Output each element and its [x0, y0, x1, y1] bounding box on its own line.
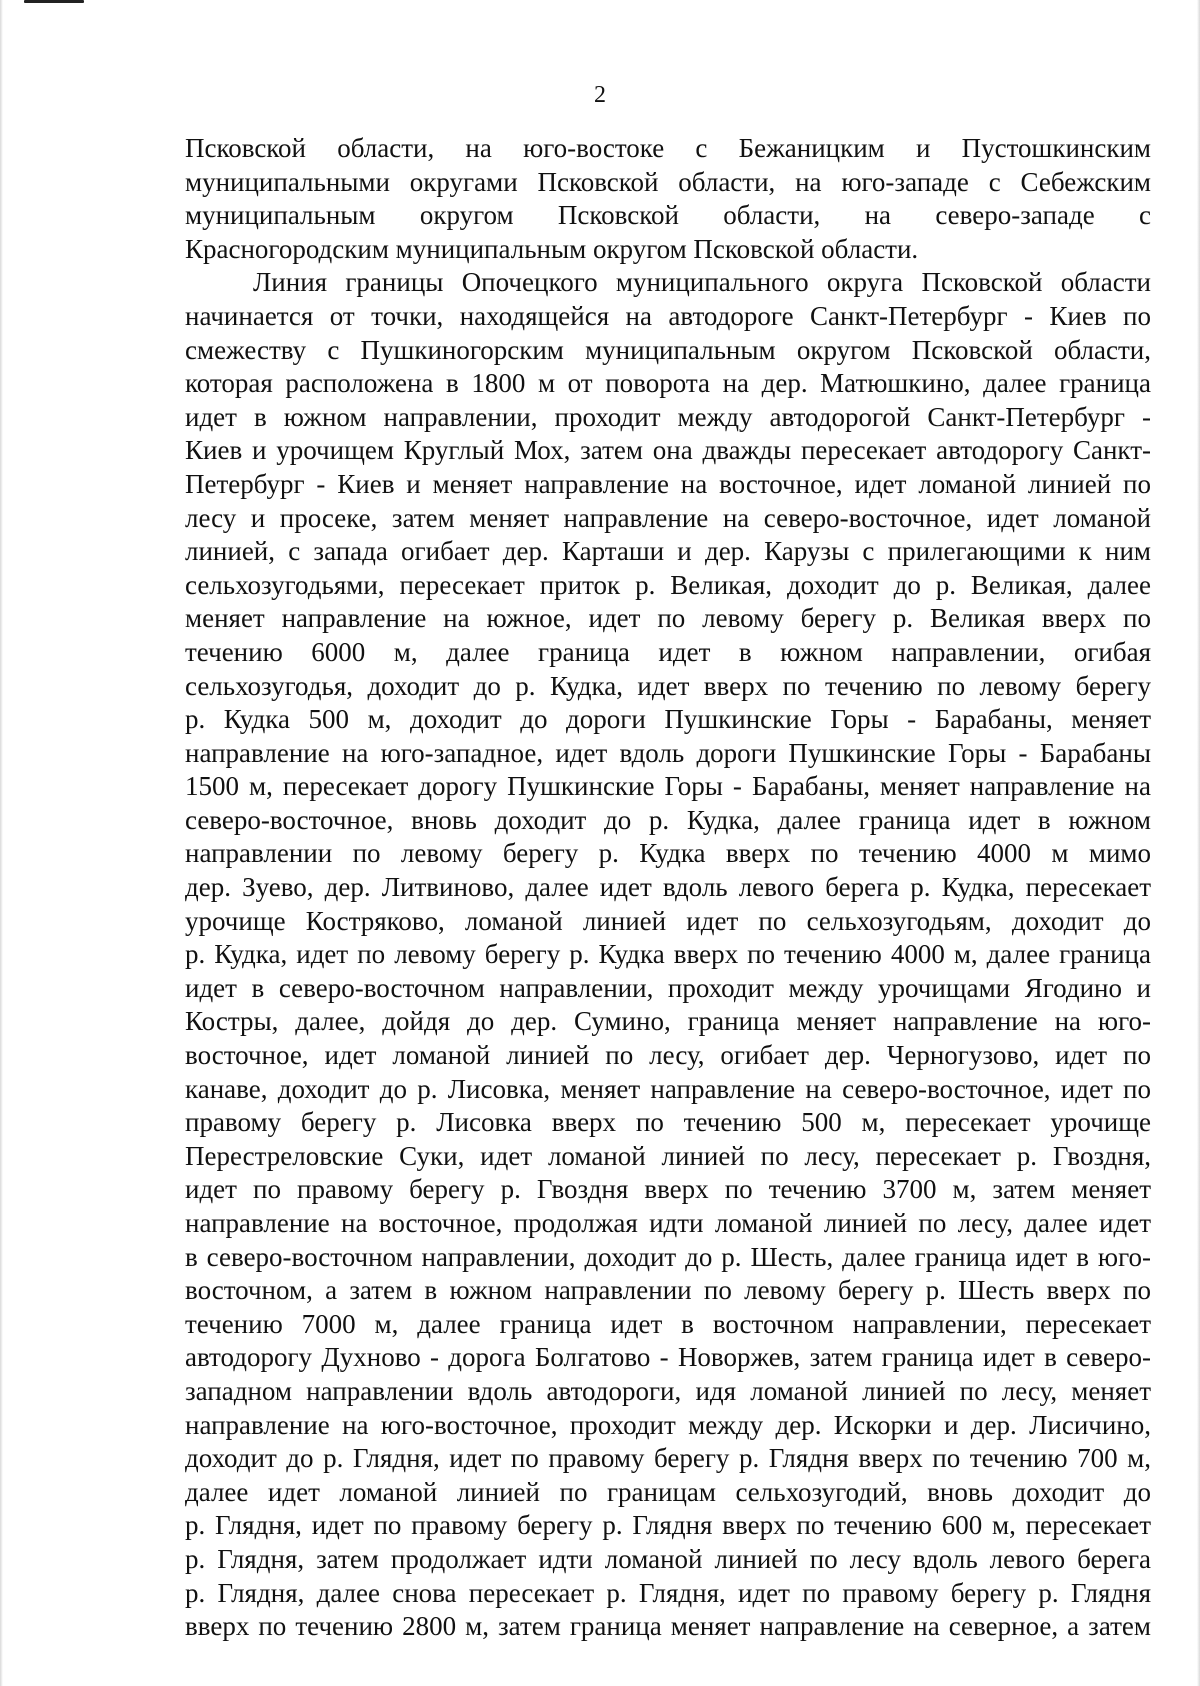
- text-line: Перестреловские Суки, идет ломаной линией по лесу, пересекает р. Гвоздня,: [185, 1140, 1151, 1171]
- text-line: дер. Зуево, дер. Литвиново, далее идет вдоль левого берега р. Кудка, пересекает: [185, 872, 1151, 903]
- text-line: канаве, доходит до р. Лисовка, меняет направление на северо-восточное, идет по: [185, 1073, 1151, 1104]
- paragraph: [185, 266, 1151, 1643]
- text-line: муниципальным округом Псковской области, на северо-западе с: [185, 200, 1151, 231]
- text-line: линией, с запада огибает дер. Карташи и дер. Карузы с прилегающими к ним: [185, 536, 1151, 567]
- text-line: правому берегу р. Лисовка вверх по течению 500 м, пересекает урочище: [185, 1107, 1151, 1138]
- text-line: которая расположена в 1800 м от поворота на дер. Матюшкино, далее граница: [185, 368, 1151, 399]
- text-line: р. Глядня, идет по правому берегу р. Глядня вверх по течению 600 м, пересекает: [185, 1510, 1151, 1541]
- text-line: направление на юго-восточное, проходит между дер. Искорки и дер. Лисичино,: [185, 1409, 1151, 1440]
- scan-artifact-mark: [24, 0, 84, 3]
- text-line: р. Кудка 500 м, доходит до дороги Пушкинские Горы - Барабаны, меняет: [185, 704, 1151, 735]
- text-line: меняет направление на южное, идет по левому берегу р. Великая вверх по: [185, 603, 1151, 634]
- text-line: 1500 м, пересекает дорогу Пушкинские Горы - Барабаны, меняет направление на: [185, 771, 1151, 802]
- text-line: идет в северо-восточном направлении, проходит между урочищами Ягодино и: [185, 972, 1151, 1003]
- text-line: в северо-восточном направлении, доходит до р. Шесть, далее граница идет в юго-: [185, 1241, 1151, 1272]
- text-line: р. Кудка, идет по левому берегу р. Кудка вверх по течению 4000 м, далее граница: [185, 939, 1151, 970]
- text-line: направлении по левому берегу р. Кудка вверх по течению 4000 м мимо: [185, 838, 1151, 869]
- text-line: северо-восточное, вновь доходит до р. Кудка, далее граница идет в южном: [185, 804, 1151, 835]
- body-text: [185, 132, 1151, 1644]
- text-line: далее идет ломаной линией по границам сельхозугодий, вновь доходит до: [185, 1476, 1151, 1507]
- text-line: сельхозугодьями, пересекает приток р. Великая, доходит до р. Великая, далее: [185, 569, 1151, 600]
- text-line: муниципальными округами Псковской области, на юго-западе с Себежским: [185, 166, 1151, 197]
- text-line: Псковской области, на юго-востоке с Бежаницким и Пустошкинским: [185, 133, 1151, 163]
- text-line: течению 6000 м, далее граница идет в южном направлении, огибая: [185, 636, 1151, 667]
- text-line: р. Глядня, затем продолжает идти ломаной линией по лесу вдоль левого берега: [185, 1543, 1151, 1574]
- text-line: восточном, а затем в южном направлении по левому берегу р. Шесть вверх по: [185, 1275, 1151, 1306]
- text-line: автодорогу Духново - дорога Болгатово - Новоржев, затем граница идет в северо-: [185, 1342, 1151, 1373]
- text-line: урочище Костряково, ломаной линией идет по сельхозугодьям, доходит до: [185, 905, 1151, 936]
- text-line: начинается от точки, находящейся на автодороге Санкт-Петербург - Киев по: [185, 300, 1151, 331]
- text-line: направление на восточное, продолжая идти ломаной линией по лесу, далее идет: [185, 1208, 1151, 1238]
- text-line: Костры, далее, дойдя до дер. Сумино, граница меняет направление на юго-: [185, 1006, 1151, 1037]
- text-line: доходит до р. Глядня, идет по правому берегу р. Глядня вверх по течению 700 м,: [185, 1443, 1151, 1474]
- text-line: сельхозугодья, доходит до р. Кудка, идет вверх по течению по левому берегу: [185, 670, 1151, 701]
- text-line: течению 7000 м, далее граница идет в восточном направлении, пересекает: [185, 1308, 1151, 1339]
- text-line: идет по правому берегу р. Гвоздня вверх по течению 3700 м, затем меняет: [185, 1174, 1151, 1205]
- text-line: р. Глядня, далее снова пересекает р. Глядня, идет по правому берегу р. Глядня: [185, 1577, 1151, 1608]
- text-line: направление на юго-западное, идет вдоль дороги Пушкинские Горы - Барабаны: [185, 737, 1151, 768]
- text-line: восточное, идет ломаной линией по лесу, огибает дер. Черногузово, идет по: [185, 1040, 1151, 1071]
- text-line: Киев и урочищем Круглый Мох, затем она дважды пересекает автодорогу Санкт-: [185, 435, 1151, 466]
- text-line: Красногородским муниципальным округом Псковской области.: [185, 233, 919, 264]
- text-line: Петербург - Киев и меняет направление на восточное, идет ломаной линией по: [185, 468, 1151, 499]
- text-line: западном направлении вдоль автодороги, идя ломаной линией по лесу, меняет: [185, 1375, 1151, 1406]
- page-number: 2: [594, 82, 606, 108]
- paragraph: [185, 132, 1151, 266]
- text-line: идет в южном направлении, проходит между автодорогой Санкт-Петербург -: [185, 401, 1151, 432]
- text-line: Линия границы Опочецкого муниципального округа Псковской области: [253, 267, 1151, 298]
- text-line: вверх по течению 2800 м, затем граница меняет направление на северное, а затем: [185, 1611, 1151, 1642]
- text-line: смежеству с Пушкиногорским муниципальным округом Псковской области,: [185, 334, 1151, 365]
- scan-left-edge: [0, 0, 3, 1686]
- text-line: лесу и просеке, затем меняет направление на северо-восточное, идет ломаной: [185, 502, 1151, 533]
